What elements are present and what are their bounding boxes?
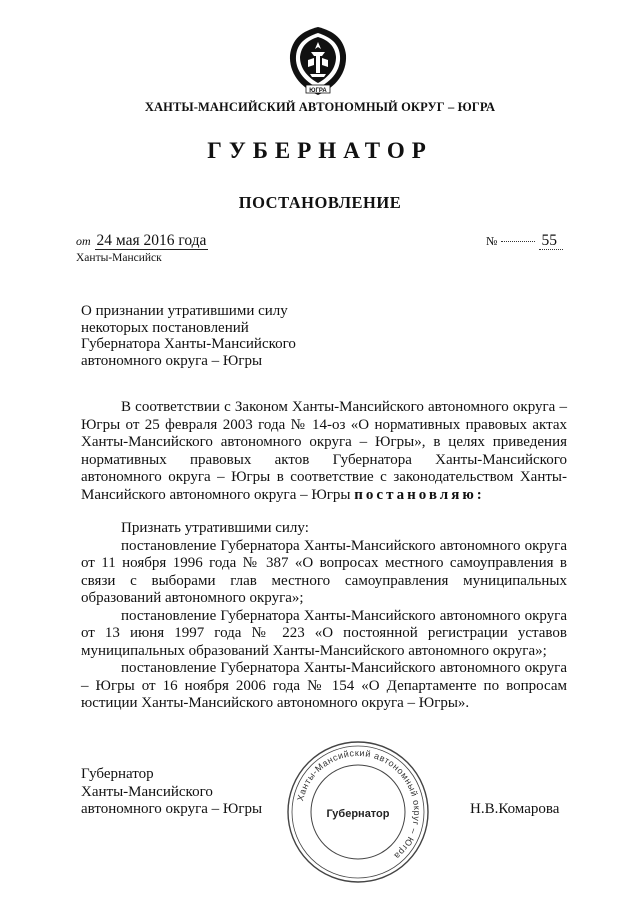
preamble-paragraph	[81, 399, 567, 504]
document-body	[81, 520, 567, 713]
official-stamp	[283, 737, 433, 887]
date-prefix: от	[76, 234, 91, 248]
stamp-ring-text: Ханты-Мансийский автономный округ – Югра	[295, 747, 423, 862]
document-city: Ханты-Мансийск	[76, 252, 162, 264]
signatory-title-line: Ханты-Мансийского	[81, 783, 213, 800]
stamp-center-text: Губернатор	[326, 808, 390, 820]
document-type: ПОСТАНОВЛЕНИЕ	[238, 193, 402, 212]
body-item: постановление Губернатора Ханты-Мансийского автономного округа от 11 ноября 1996 года № 387 «О вопросах местного самоуправления в связи с выборами глав местного самоуправления муниципальных образований автономного округа»;	[81, 537, 567, 606]
document-date: 24 мая 2016 года	[96, 232, 207, 249]
subject-line: некоторых постановлений	[81, 319, 249, 336]
body-intro: Признать утратившими силу:	[121, 520, 309, 536]
body-item: постановление Губернатора Ханты-Мансийского автономного округа – Югры от 16 ноября 2006 года № 154 «О Департаменте по вопросам юстиции Ханты-Мансийского автономного округа – Югры».	[81, 660, 567, 711]
preamble-text: В соответствии с Законом Ханты-Мансийского автономного округа – Югры от 25 февраля 2003 года № 14-оз «О нормативных правовых актах Ханты-Мансийского автономного округа – Югры», в целях приведения нормативных правовых актов Губернатора Ханты-Мансийского автономного округа – Югры в соответствие с законодательством Ханты-Мансийского автономного округа – Югры	[81, 399, 567, 503]
document-number-line	[486, 232, 563, 250]
document-number: 55	[539, 232, 563, 250]
emblem-caption: ЮГРА	[309, 88, 327, 94]
region-title: ХАНТЫ-МАНСИЙСКИЙ АВТОНОМНЫЙ ОКРУГ – ЮГРА	[144, 100, 496, 114]
body-item: постановление Губернатора Ханты-Мансийского автономного округа от 13 июня 1997 года № 223 «О постоянной регистрации уставов муниципальных образований Ханты-Мансийского автономного округа»;	[81, 607, 567, 659]
signatory-name: Н.В.Комарова	[470, 801, 560, 817]
decree-word: постановляю:	[354, 486, 485, 503]
signatory-title-line: автономного округа – Югры	[81, 801, 263, 817]
subject-line: О признании утратившими силу	[81, 303, 288, 319]
number-dots	[501, 241, 535, 242]
subject-line: Губернатора Ханты-Мансийского	[81, 336, 296, 353]
number-prefix: №	[486, 234, 498, 248]
document-subject	[81, 303, 341, 369]
signatory-title-line: Губернатор	[81, 766, 154, 782]
document-date-line	[76, 232, 208, 250]
governor-heading: ГУБЕРНАТОР	[207, 138, 433, 163]
coat-of-arms-icon	[286, 25, 350, 97]
signatory-title	[81, 766, 311, 819]
subject-line: автономного округа – Югры	[81, 352, 263, 369]
